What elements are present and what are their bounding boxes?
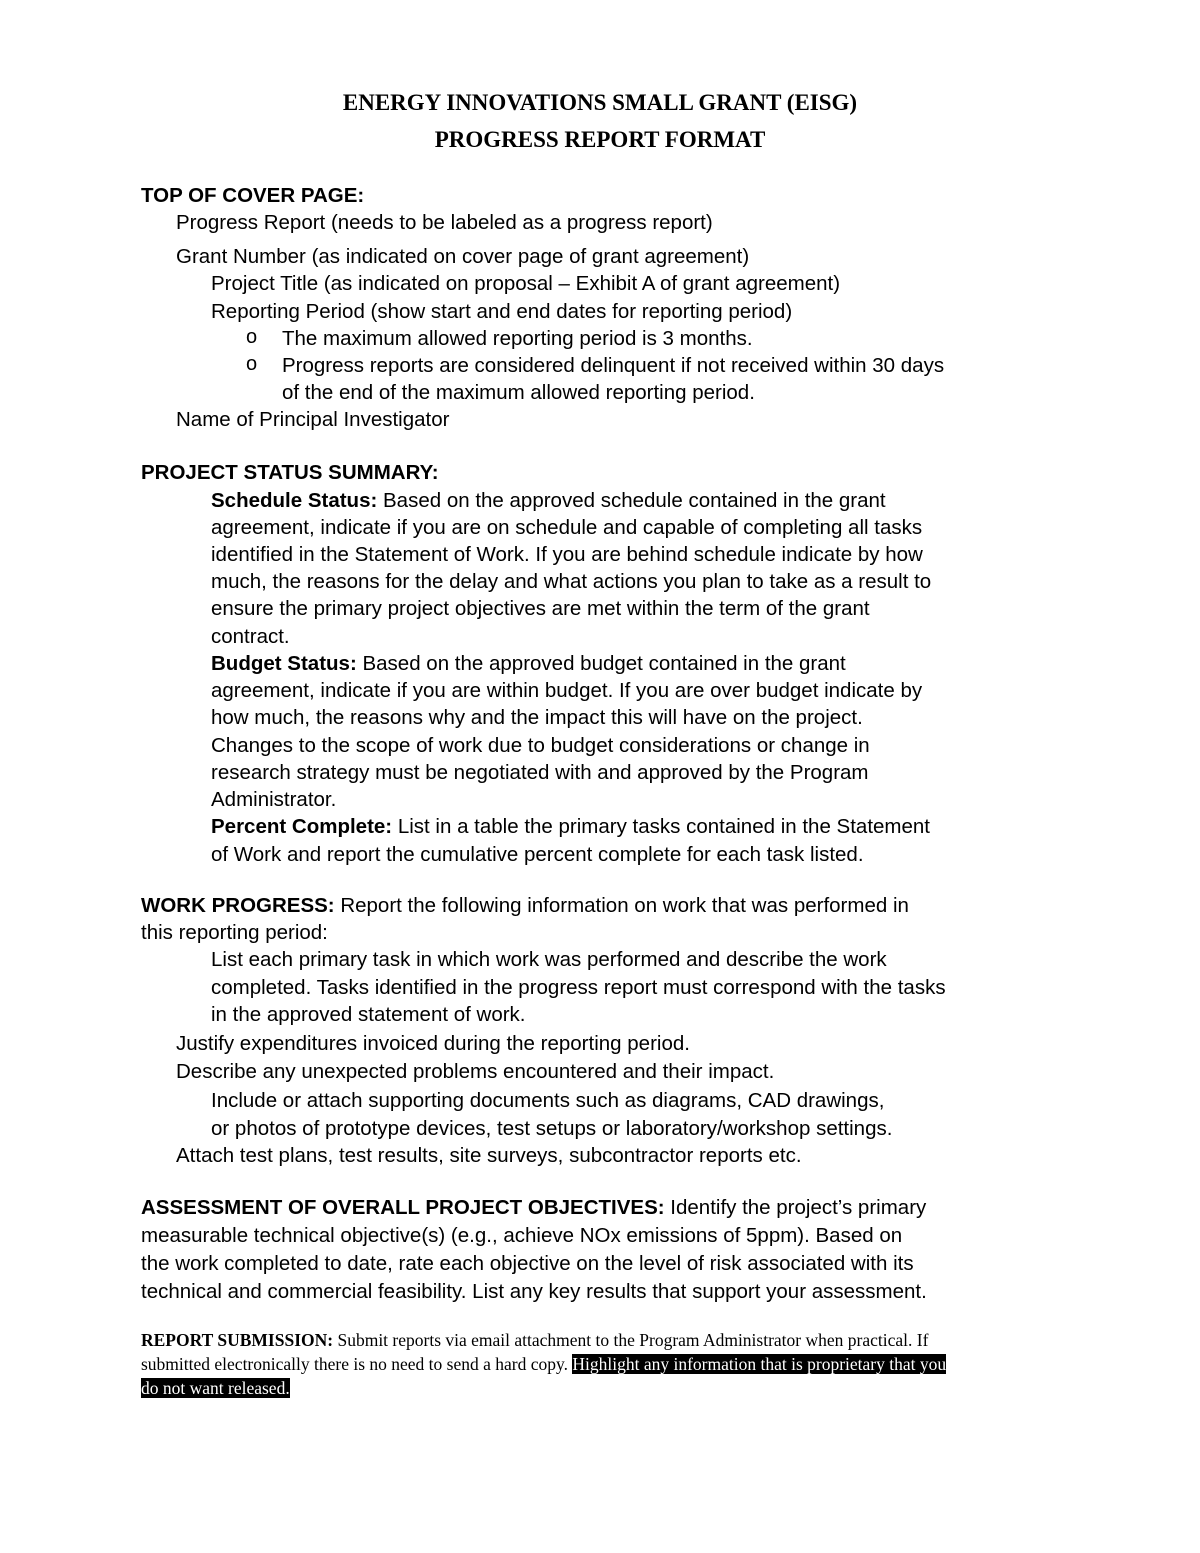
cover-item-reporting-period: Reporting Period (show start and end dates for reporting period) (211, 300, 793, 323)
assessment-text: measurable technical objective(s) (e.g., achieve NOx emissions of 5ppm). Based on (141, 1224, 903, 1247)
submission-text: submitted electronically there is no need to send a hard copy. (141, 1354, 573, 1374)
document-title: ENERGY INNOVATIONS SMALL GRANT (EISG) (342, 90, 858, 115)
work-progress-text: in the approved statement of work. (211, 1003, 526, 1026)
work-progress-text: Describe any unexpected problems encountered and their impact. (176, 1060, 775, 1083)
work-progress-text: Report the following information on work that was performed in (334, 894, 909, 917)
percent-complete-text: of Work and report the cumulative percent complete for each task listed. (211, 843, 864, 866)
assessment-text: technical and commercial feasibility. List any key results that support your assessment. (141, 1280, 927, 1303)
budget-status-text: research strategy must be negotiated with and approved by the Program (211, 761, 869, 784)
submission-text: Submit reports via email attachment to the Program Administrator when practical. If (333, 1330, 929, 1350)
assessment-heading: ASSESSMENT OF OVERALL PROJECT OBJECTIVES: (141, 1196, 665, 1219)
work-progress-text: Justify expenditures invoiced during the reporting period. (176, 1032, 690, 1055)
schedule-status-text: agreement, indicate if you are on schedule and capable of completing all tasks (211, 516, 923, 539)
cover-item-principal-investigator: Name of Principal Investigator (176, 408, 450, 431)
percent-complete-line (211, 813, 930, 840)
work-progress-line (141, 892, 909, 919)
budget-status-line (211, 650, 846, 677)
sub-bullet-marker: o (246, 326, 258, 348)
cover-item-grant-number: Grant Number (as indicated on cover page of grant agreement) (176, 245, 750, 268)
document-subtitle: PROGRESS REPORT FORMAT (434, 127, 766, 152)
work-progress-text: List each primary task in which work was performed and describe the work (211, 948, 887, 971)
sub-bullet-marker: o (246, 353, 258, 375)
work-progress-text: Attach test plans, test results, site surveys, subcontractor reports etc. (176, 1144, 802, 1167)
assessment-text: Identify the project’s primary (664, 1196, 927, 1219)
schedule-status-text: much, the reasons for the delay and what actions you plan to take as a result to (211, 570, 932, 593)
assessment-text: the work completed to date, rate each objective on the level of risk associated with its (141, 1252, 914, 1275)
schedule-status-text: Based on the approved schedule contained in the grant (377, 489, 886, 512)
sub-bullet-delinquent: Progress reports are considered delinquent if not received within 30 days (282, 354, 945, 377)
sub-bullet-delinquent-cont: of the end of the maximum allowed reporting period. (282, 381, 755, 404)
schedule-status-text: identified in the Statement of Work. If you are behind schedule indicate by how (211, 543, 923, 566)
budget-status-text: Changes to the scope of work due to budget considerations or change in (211, 734, 870, 757)
highlighted-text: Highlight any information that is proprietary that you (572, 1354, 947, 1374)
schedule-status-text: ensure the primary project objectives are met within the term of the grant (211, 597, 870, 620)
percent-complete-label: Percent Complete: (211, 815, 393, 838)
sub-bullet-max-period: The maximum allowed reporting period is 3 months. (282, 327, 753, 350)
budget-status-label: Budget Status: (211, 652, 357, 675)
budget-status-text: how much, the reasons why and the impact this will have on the project. (211, 706, 863, 729)
budget-status-text: agreement, indicate if you are within budget. If you are over budget indicate by (211, 679, 923, 702)
submission-line (141, 1376, 290, 1400)
cover-heading: TOP OF COVER PAGE: (141, 184, 365, 207)
schedule-status-label: Schedule Status: (211, 489, 378, 512)
work-progress-text: completed. Tasks identified in the progress report must correspond with the tasks (211, 976, 946, 999)
budget-status-text: Based on the approved budget contained in the grant (356, 652, 846, 675)
schedule-status-text: contract. (211, 625, 290, 648)
cover-item-project-title: Project Title (as indicated on proposal – Exhibit A of grant agreement) (211, 272, 841, 295)
work-progress-text: or photos of prototype devices, test setups or laboratory/workshop settings. (211, 1117, 893, 1140)
cover-item-progress-report: Progress Report (needs to be labeled as a progress report) (176, 211, 713, 234)
submission-line (141, 1352, 946, 1376)
percent-complete-text: List in a table the primary tasks contained in the Statement (392, 815, 930, 838)
highlighted-text: do not want released. (141, 1378, 290, 1398)
submission-line (141, 1328, 928, 1352)
budget-status-text: Administrator. (211, 788, 337, 811)
work-progress-text: Include or attach supporting documents such as diagrams, CAD drawings, (211, 1089, 885, 1112)
schedule-status-line (211, 487, 886, 514)
work-progress-text: this reporting period: (141, 921, 328, 944)
assessment-line (141, 1194, 926, 1221)
submission-heading: REPORT SUBMISSION: (141, 1330, 334, 1350)
work-progress-heading: WORK PROGRESS: (141, 894, 335, 917)
status-heading: PROJECT STATUS SUMMARY: (141, 461, 439, 484)
